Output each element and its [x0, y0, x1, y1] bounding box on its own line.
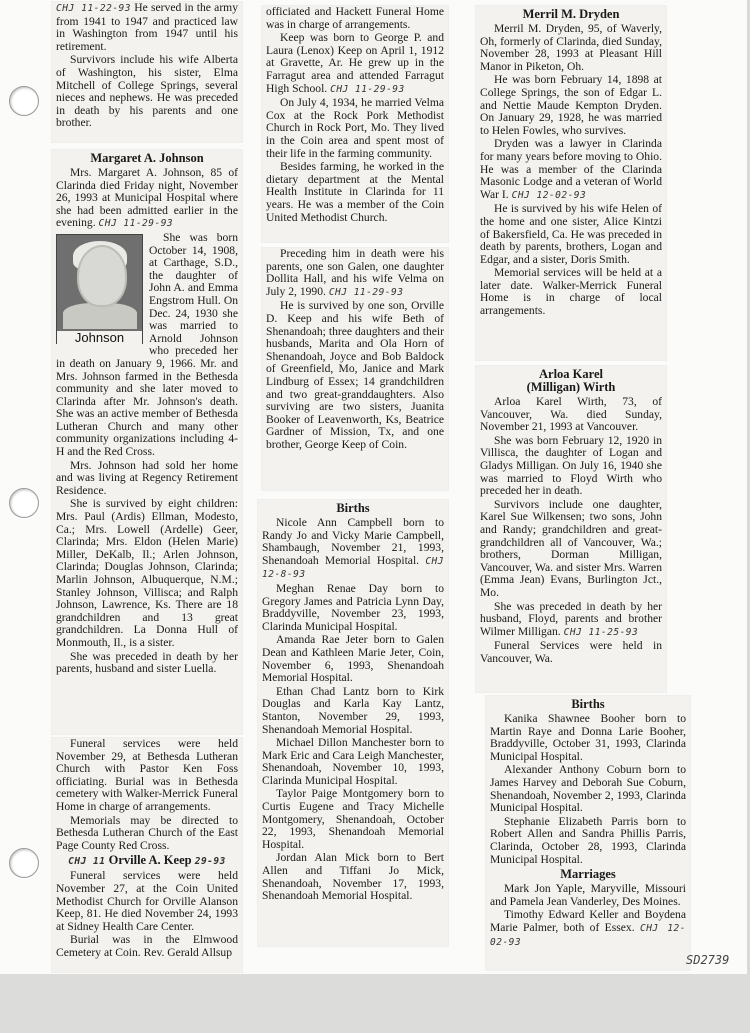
birth-entry: Nicole Ann Campbell born to Randy Jo and Vicky Marie Campbell, Shambaugh, November 21, 1993, Shenandoah Memorial Hospital.	[262, 516, 444, 567]
section-title: Marriages	[560, 867, 616, 882]
obituary-text: Funeral Services were held in Vancouver, Wa.	[480, 639, 662, 665]
obituary-text: Arloa Karel Wirth, 73, of Vancouver, Wa. died Sunday, November 21, 1993 at Vancouver.	[480, 395, 662, 434]
obituary-text: She was born October 14, 1908, at Carthage, S.D., the daughter of John A. and Emma Engstrom Hull. On Dec. 24, 1930 she was married to Arnold Johnson who preceded her in death on January 9, 1966. Mr. and Mrs. Johnson farmed in the Bethesda community and she later moved to Clarinda after Mr. Johnson's death. She was an active member of Bethesda Lutheran Church and many other community organizations including 4-H and the Red Cross.	[56, 230, 238, 459]
obituary-text: Keep was born to George P. and Laura (Lenox) Keep on April 1, 1912 at Gravette, Ar. He grew up in the Farragut area and attended Farragut High School.	[266, 31, 444, 95]
portrait-photo	[56, 234, 143, 344]
marriage-entry: Mark Jon Yaple, Maryville, Missouri and Pamela Jean Vanderley, Des Moines.	[490, 882, 686, 908]
obituary-text: Mrs. Margaret A. Johnson, 85 of Clarinda died Friday night, November 26, 1993 at Municipal Hospital where she had been admitted earlier in the evening.	[56, 166, 238, 230]
handwritten-date: CHJ 11-22-93	[56, 3, 131, 14]
birth-entry: Jordan Alan Mick born to Bert Allen and Tiffani Jo Mick, Shenandoah, November 17, 1993, Shenandoah Memorial Hospital.	[262, 851, 444, 903]
birth-entry: Stephanie Elizabeth Parris born to Robert Allen and Sandra Phillis Parris, Clarinda, October 28, 1993, Clarinda Municipal Hospital.	[490, 814, 686, 866]
obituary-text: Preceding him in death were his parents, one son Galen, one daughter Dollita Hall, and his wife Velma on July 2, 1990.	[266, 248, 444, 298]
birth-entry: Amanda Rae Jeter born to Galen Dean and Kathleen Marie Jeter, Coin, November 6, 1993, Shenandoah Memorial Hospital.	[262, 633, 444, 685]
handwritten-date: CHJ 11-29-93	[98, 218, 174, 230]
obituary-text: Memorial services will be held at a later date. Walker-Merrick Funeral Home is in charge of local arrangements.	[480, 266, 662, 318]
handwritten-date: CHJ 12-02-93	[490, 922, 686, 948]
section-title: Births	[571, 697, 605, 711]
punch-hole	[9, 848, 39, 878]
obituary-keep-continued	[262, 6, 448, 242]
obituary-johnson	[52, 150, 242, 734]
obituary-text: She was born February 12, 1920 in Villisca, the daughter of Logan and Gladys Milligan. On July 16, 1940 she was married to Floyd Wirth who preceded her in death.	[480, 433, 662, 498]
marriage-entry: Timothy Edward Keller and Boydena Marie Palmer, both of Essex.	[490, 908, 686, 934]
obituary-dryden	[476, 6, 666, 360]
birth-entry: Taylor Paige Montgomery born to Curtis Eugene and Tracy Michelle Montgomery, Shenandoah, October 22, 1993, Shenandoah Memorial Hospital.	[262, 787, 444, 851]
obituary-text: He served in the army from 1941 to 1947 and practiced law in Washington from 1947 until his retirement.	[56, 2, 238, 53]
obituary-keep-start	[52, 738, 242, 972]
birth-entry: Kanika Shawnee Booher born to Martin Raye and Donna Larie Booher, Braddyville, October 31, 1993, Clarinda Municipal Hospital.	[490, 712, 686, 763]
birth-entry: Meghan Renae Day born to Gregory James and Patricia Lynn Day, Braddyville, November 23, 1993, Clarinda Municipal Hospital.	[262, 581, 444, 633]
handwritten-signature: SD2739	[686, 953, 730, 967]
obituary-text: Survivors include one daughter, Karel Sue Wilkensen; two sons, John and Randy; grandchildren and great-grandchildren all of Vancouver, Wa.; brothers, Dorman Milligan, Vancouver, Wa. and sister Mrs. Warren (Emma Jean) Evans, Burlington Jct., Mo.	[480, 497, 662, 599]
handwritten-date: CHJ 11-29-93	[328, 286, 404, 298]
handwritten-date: CHJ 11	[68, 856, 106, 868]
obituary-text: She was preceded in death by her parents, husband and sister Luella.	[56, 649, 238, 676]
obituary-text: officiated and Hackett Funeral Home was in charge of arrangements.	[266, 6, 444, 31]
page-margin	[0, 974, 750, 1033]
obituary-wirth	[476, 366, 666, 692]
obituary-keep-survivors	[262, 248, 448, 490]
obituary-text: Dryden was a lawyer in Clarinda for many years before moving to Ohio. He was a member of the Clarinda Masonic Lodge and a veteran of World War I.	[480, 137, 662, 201]
obituary-text: He was born February 14, 1898 at College Springs, the son of Edgar L. and Nettie Maude Kempton Dryden. On January 29, 1928, he was married to Helen Fowles, who survives.	[480, 73, 662, 137]
photo-caption: Johnson	[57, 331, 142, 345]
section-title: Births	[336, 501, 370, 515]
obituary-title-line2: (Milligan) Wirth	[526, 380, 616, 394]
obituary-title: Margaret A. Johnson	[90, 151, 204, 165]
obituary-text: On July 4, 1934, he married Velma Cox at the Rock Pork Methodist Church in Rock Port, Mo. They lived in the Coin area and spent most of their life in the farming community.	[266, 96, 444, 160]
births-section	[258, 500, 448, 946]
birth-entry: Alexander Anthony Coburn born to James Harvey and Deborah Sue Coburn, Shenandoah, November 2, 1993, Clarinda Municipal Hospital.	[490, 763, 686, 815]
obituary-title: Orville A. Keep	[108, 853, 192, 868]
obituary-text: He is survived by his wife Helen of the home and one sister, Alice Kintzi of Bakersfield, Ca. He was preceded in death by parents, brothers, Logan and Edgar, and a sister, Doris Smith.	[480, 202, 662, 266]
handwritten-date: CHJ 12-02-93	[511, 189, 587, 201]
obituary-text: He is survived by one son, Orville D. Keep and his wife Beth of Shenandoah; three daughters and their husbands, Marita and Ola Horn of Shenandoah, Joyce and Bob Baldock of Greenfield, Mo, Janice and Mark Lindburg of Essex; 14 grandchildren and two great-granddaughters. Also surviving are two sisters, Juanita Booker of Leavenworth, Ks, Beatrice Gardner of Mission, Tx, and one brother, George Keep of Coin.	[266, 299, 444, 451]
obituary-text: Burial was in the Elmwood Cemetery at Coin. Rev. Gerald Allsup	[56, 933, 238, 959]
obituary-text: She was preceded in death by her husband, Floyd, parents and brother Wilmer Milligan.	[480, 599, 662, 638]
birth-entry: Michael Dillon Manchester born to Mark Eric and Cara Leigh Manchester, Shenandoah, November 10, 1993, Clarinda Municipal Hospital.	[262, 736, 444, 787]
handwritten-date: CHJ 12-8-93	[262, 555, 444, 581]
obituary-text: Funeral services were held November 29, at Bethesda Lutheran Church with Pastor Ken Foss officiating. Burial was in Bethesda cemetery with Walker-Merrick Funeral Home in charge of arrangements.	[56, 738, 238, 813]
obituary-title: Merril M. Dryden	[522, 7, 620, 21]
handwritten-date: CHJ 11-29-93	[330, 83, 405, 95]
obituary-text: Mrs. Johnson had sold her home and was living at Regency Retirement Residence.	[56, 458, 238, 497]
obituary-text: Besides farming, he worked in the dietary department at the Mental Health Institute in Clarinda for 11 years. He was a member of the Coin United Methodist Church.	[266, 160, 444, 224]
obituary-text: Funeral services were held November 27, at the Coin United Methodist Church for Orville Alanson Keep, 81. He died November 24, 1993 at Sidney Health Care Center.	[56, 869, 238, 933]
obituary-fragment-top	[52, 2, 242, 142]
obituary-text: She is survived by eight children: Mrs. Paul (Ardis) Ellman, Modesto, Ca.; Mrs. Lowell (Ardelle) Geer, Clarinda; Mrs. Eldon (Helen Marie) Miller, DeKalb, Il.; Arlen Johnson, Clarinda; Douglas Johnson, Clarinda; Marlin Johnson, Albuquerque, N.M.; Stanley Johnson, Villisca; and Ralph Johnson, Lawrence, Ks. There are 18 grandchildren and 13 great grandchildren. La Donna Hull of Monmouth, Il., is a sister.	[56, 497, 238, 649]
punch-hole	[9, 86, 39, 116]
births-marriages-section	[486, 696, 690, 970]
obituary-text: Survivors include his wife Alberta of Washington, his sister, Elma Mitchell of College Springs, several nieces and nephews. He was preceded in death by his parents and one brother.	[56, 53, 238, 130]
birth-entry: Ethan Chad Lantz born to Kirk Douglas and Karla Kay Lantz, Stanton, November 29, 1993, Shenandoah Memorial Hospital.	[262, 684, 444, 736]
punch-hole	[9, 488, 39, 518]
obituary-title: Arloa Karel	[539, 367, 603, 381]
handwritten-date: CHJ 11-25-93	[563, 626, 639, 638]
handwritten-date: 29-93	[194, 856, 226, 868]
obituary-text: Memorials may be directed to Bethesda Lutheran Church of the East Page County Red Cross.	[56, 813, 238, 852]
obituary-text: Merril M. Dryden, 95, of Waverly, Oh, formerly of Clarinda, died Sunday, November 28, 1993 at Pleasant Hill Manor in Piketon, Oh.	[480, 22, 662, 73]
